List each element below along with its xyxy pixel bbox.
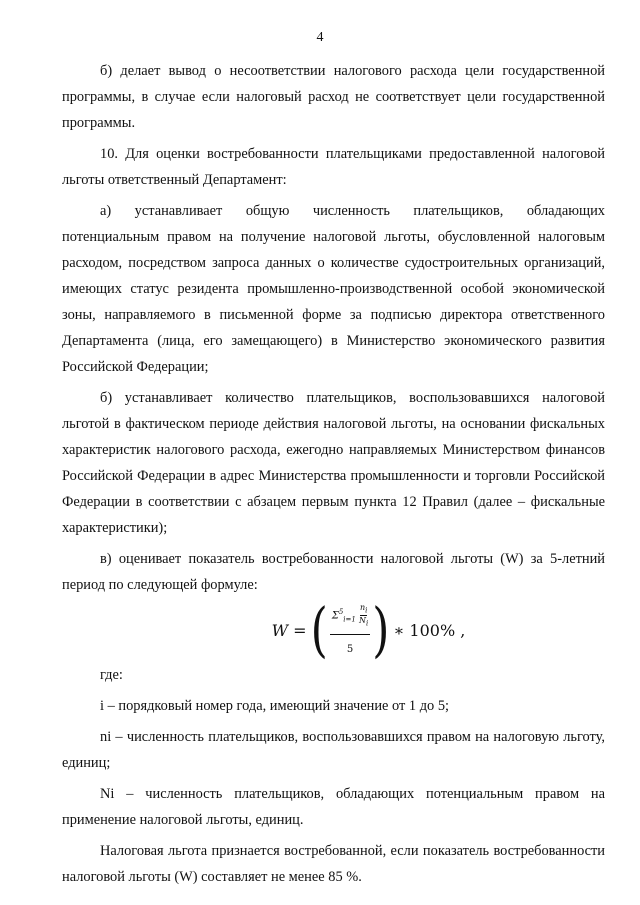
inner-denominator-sub: i <box>366 619 369 628</box>
sum-lower: i=1 <box>343 615 356 624</box>
page-number: 4 <box>316 30 324 45</box>
inner-numerator: n <box>359 602 366 612</box>
formula-right-paren: ) <box>372 595 390 665</box>
formula-fraction <box>330 599 371 663</box>
formula-numerator <box>330 599 371 635</box>
paragraph-v: в) оценивает показатель востребованности налоговой льготы (W) за 5-летний период по следующей формуле: <box>62 551 605 593</box>
inner-fraction <box>359 603 368 629</box>
definition-i: i – порядковый номер года, имеющий значение от 1 до 5; <box>100 698 450 714</box>
final-paragraph: Налоговая льгота признается востребованной, если показатель востребованности налоговой льготы (W) составляет не менее 85 %. <box>62 843 605 885</box>
paragraph-conclusion: б) делает вывод о несоответствии налогового расхода цели государственной программы, в случае если налоговый расход не соответствует цели государственной программы. <box>62 63 605 131</box>
inner-denominator: N <box>359 616 367 626</box>
demand-formula <box>132 595 605 665</box>
definition-N: Ni – численность плательщиков, обладающих потенциальным правом на применение налоговой льготы, единиц. <box>62 786 605 828</box>
formula-lhs: W = <box>271 621 307 640</box>
paragraph-a: а) устанавливает общую численность плательщиков, обладающих потенциальным правом на получение налоговой льготы, обусловленной налоговым расходом, посредством запроса данных о количестве судостроительных организаций, имеющих статус резидента промышленно-производственной особой экономической зоны, направляемого в письменной форме за подписью директора ответственного Департамента (лица, его замещающего) в Министерство экономического развития Российской Федерации; <box>62 203 605 375</box>
sum-upper: 5 <box>338 607 344 616</box>
formula-left-paren: ( <box>310 595 328 665</box>
formula-rhs: ∗ 100% , <box>393 621 466 640</box>
paragraph-10: 10. Для оценки востребованности плательщиками предоставленной налоговой льготы ответственный Департамент: <box>62 146 605 188</box>
document-body <box>62 58 605 890</box>
paragraph-b: б) устанавливает количество плательщиков, воспользовавшихся налоговой льготой в фактическом периоде действия налоговой льготы, на основании фискальных характеристик налогового расхода, ежегодно направляемых Министерством финансов Российской Федерации в адрес Министерства промышленности и торговли Российской Федерации в соответствии с абзацем первым пункта 12 Правил (далее – фискальные характеристики); <box>62 390 605 536</box>
definition-n: ni – численность плательщиков, воспользовавшихся правом на налоговую льготу, единиц; <box>62 729 605 771</box>
inner-numerator-sub: i <box>365 606 368 615</box>
where-label: где: <box>100 667 123 683</box>
sum-symbol: Σ <box>331 610 339 622</box>
formula-denominator: 5 <box>346 644 354 656</box>
